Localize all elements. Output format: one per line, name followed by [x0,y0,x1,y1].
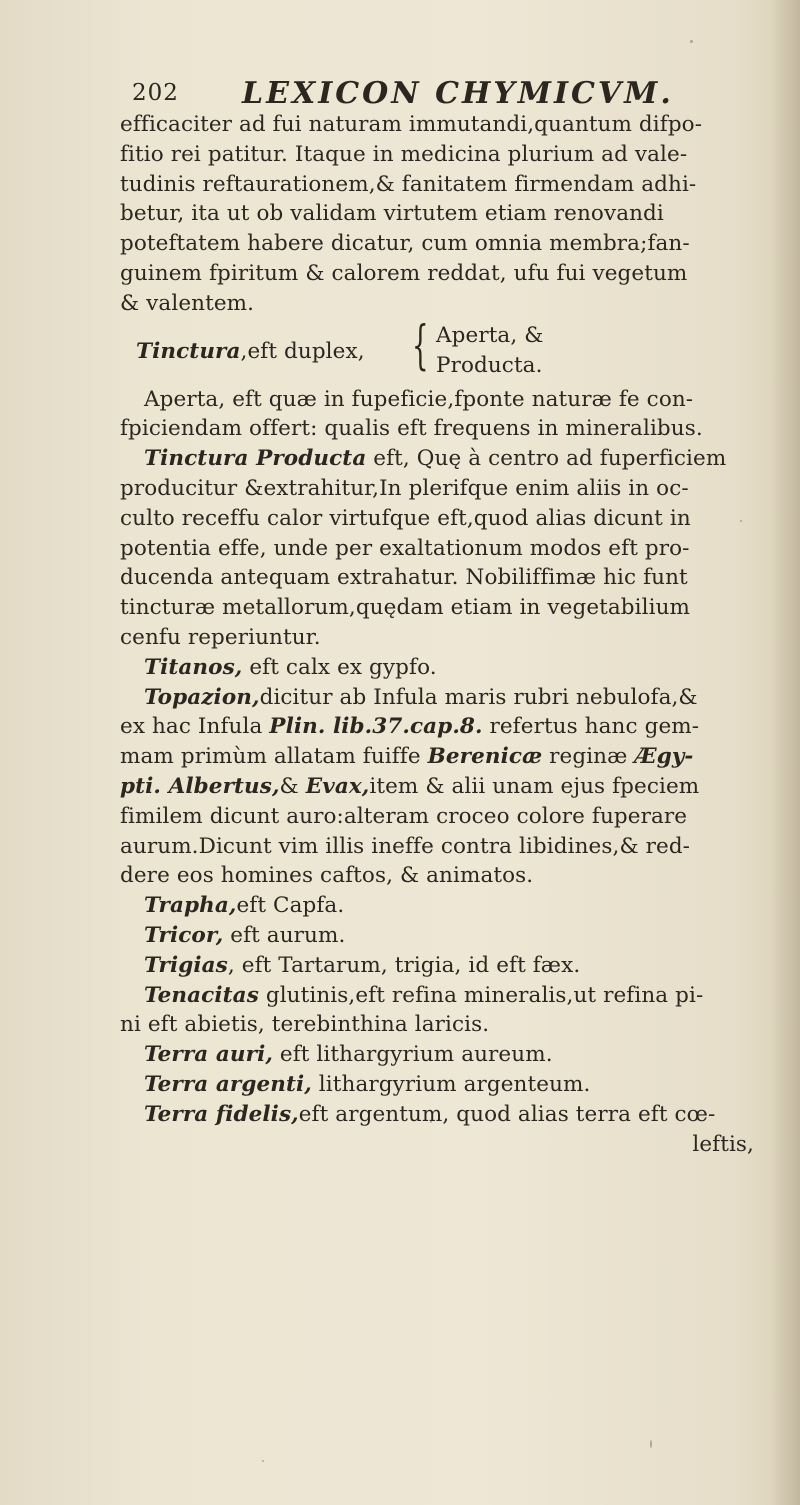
tinctura-entry [136,337,365,367]
tinctura-option: Producta. [436,352,543,378]
entry-term: Tinctura Producta [144,446,367,472]
catchword: leftis, [692,1131,754,1157]
body-text [120,110,770,1159]
entry-text: eft lithargyrium aureum. [272,1042,553,1068]
entry-text: ,eft duplex, [240,338,365,364]
text-line: ducenda antequam extrahatur. Nobiliffimæ hic funt [120,565,688,591]
entry-text: eft calx ex gypfo. [242,654,437,680]
text-line [120,712,770,742]
paper-speck [690,40,693,43]
terra-fidelis-entry [120,1100,770,1130]
text-line: tincturæ metallorum,quędam etiam in vegetabilium [120,595,691,621]
entry-text: eft argentum, quod alias terra eft cœ- [298,1101,716,1127]
tenacitas-entry [120,981,770,1011]
paper-speck [650,1440,652,1448]
text-line: aurum.Dicunt vim illis ineffe contra libidines,& red- [120,833,691,859]
entry-term: Trigias [144,952,228,978]
entry-term: Topazion, [144,684,260,710]
text-line: tudinis reftaurationem,& fanitatem firmendam adhi- [120,171,697,197]
entry-term: Tinctura [136,338,241,364]
text-line: fimilem dicunt auro:alteram croceo colore fuperare [120,803,688,829]
entry-term: Trapha, [144,893,237,919]
entry-text: eft, Quę à centro ad fuperficiem [366,446,727,472]
entry-term: Evax, [305,773,370,799]
text-line: cenfu reperiuntur. [120,624,321,650]
entry-text: & [279,773,306,799]
tinctura-option: Aperta, & [436,322,544,348]
entry-text: glutinis,eft refina mineralis,ut refina pi- [258,982,704,1008]
entry-text: eft Capfa. [236,893,345,919]
entry-term: pti. Albertus, [120,773,280,799]
entry-term: Berenicæ [427,744,543,770]
text-line [120,742,770,772]
entry-text: item & alii unam ejus fpeciem [369,773,700,799]
brace-glyph: { [412,315,429,376]
entry-text: eft aurum. [223,922,346,948]
text-line: efficaciter ad fui naturam immutandi,quantum difpo- [120,112,703,137]
entry-term: Tenacitas [144,982,259,1008]
page-number: 202 [132,80,179,106]
entry-term: Terra auri, [144,1042,273,1068]
text-line: fpiciendam offert: qualis eft frequens in mineralibus. [120,416,703,442]
text-line: culto receffu calor virtufque eft,quod alias dicunt in [120,505,691,531]
text-line: poteftatem habere dicatur, cum omnia membra;fan- [120,231,690,257]
text-line: guinem fpiritum & calorem reddat, ufu fui vegetum [120,260,688,286]
topazion-entry [120,683,770,713]
page-edge-shadow [770,0,800,1505]
paper-speck [740,520,742,522]
text-line: producitur &extrahitur,In plerifque enim aliis in oc- [120,475,689,501]
text-line [120,772,770,802]
entry-term: Terra fidelis, [144,1101,299,1127]
entry-term: Tricor, [144,922,224,948]
entry-term: Ægy- [634,744,694,770]
citation: Plin. lib.37.cap.8. [269,714,483,740]
terra-argenti-entry [120,1070,770,1100]
trapha-entry [120,891,770,921]
page-header [132,76,692,112]
text-line: dere eos homines caftos, & animatos. [120,863,534,889]
trigias-entry [120,951,770,981]
text-line: Aperta, eft quæ in fupeficie,fponte naturæ fe con- [144,386,694,412]
entry-text: , eft Tartarum, trigia, id eft fæx. [227,952,581,978]
entry-text: refertus hanc gem- [482,714,700,740]
entry-text: reginæ [542,744,635,770]
entry-text: lithargyrium argenteum. [311,1071,591,1097]
tricor-entry [120,921,770,951]
producta-entry [120,444,770,474]
text-line: potentia effe, unde per exaltationum modos eft pro- [120,535,690,561]
titanos-entry [120,653,770,683]
entry-text: mam primùm allatam fuiffe [120,744,428,770]
entry-term: Terra argenti, [144,1071,312,1097]
entry-term: Titanos, [144,654,243,680]
text-line: ni eft abietis, terebinthina laricis. [120,1012,490,1038]
tinctura-division [120,315,770,383]
paper-speck [262,1460,264,1462]
text-line: fitio rei patitur. Itaque in medicina plurium ad vale- [120,141,688,167]
text-line: betur, ita ut ob validam virtutem etiam renovandi [120,201,664,227]
running-head: LEXICON CHYMICVM. [242,76,674,111]
terra-auri-entry [120,1040,770,1070]
paper-speck [430,1120,432,1123]
text-line: & valentem. [120,290,255,316]
entry-text: ex hac Infula [120,714,270,740]
entry-text: dicitur ab Infula maris rubri nebulofa,& [259,684,698,710]
